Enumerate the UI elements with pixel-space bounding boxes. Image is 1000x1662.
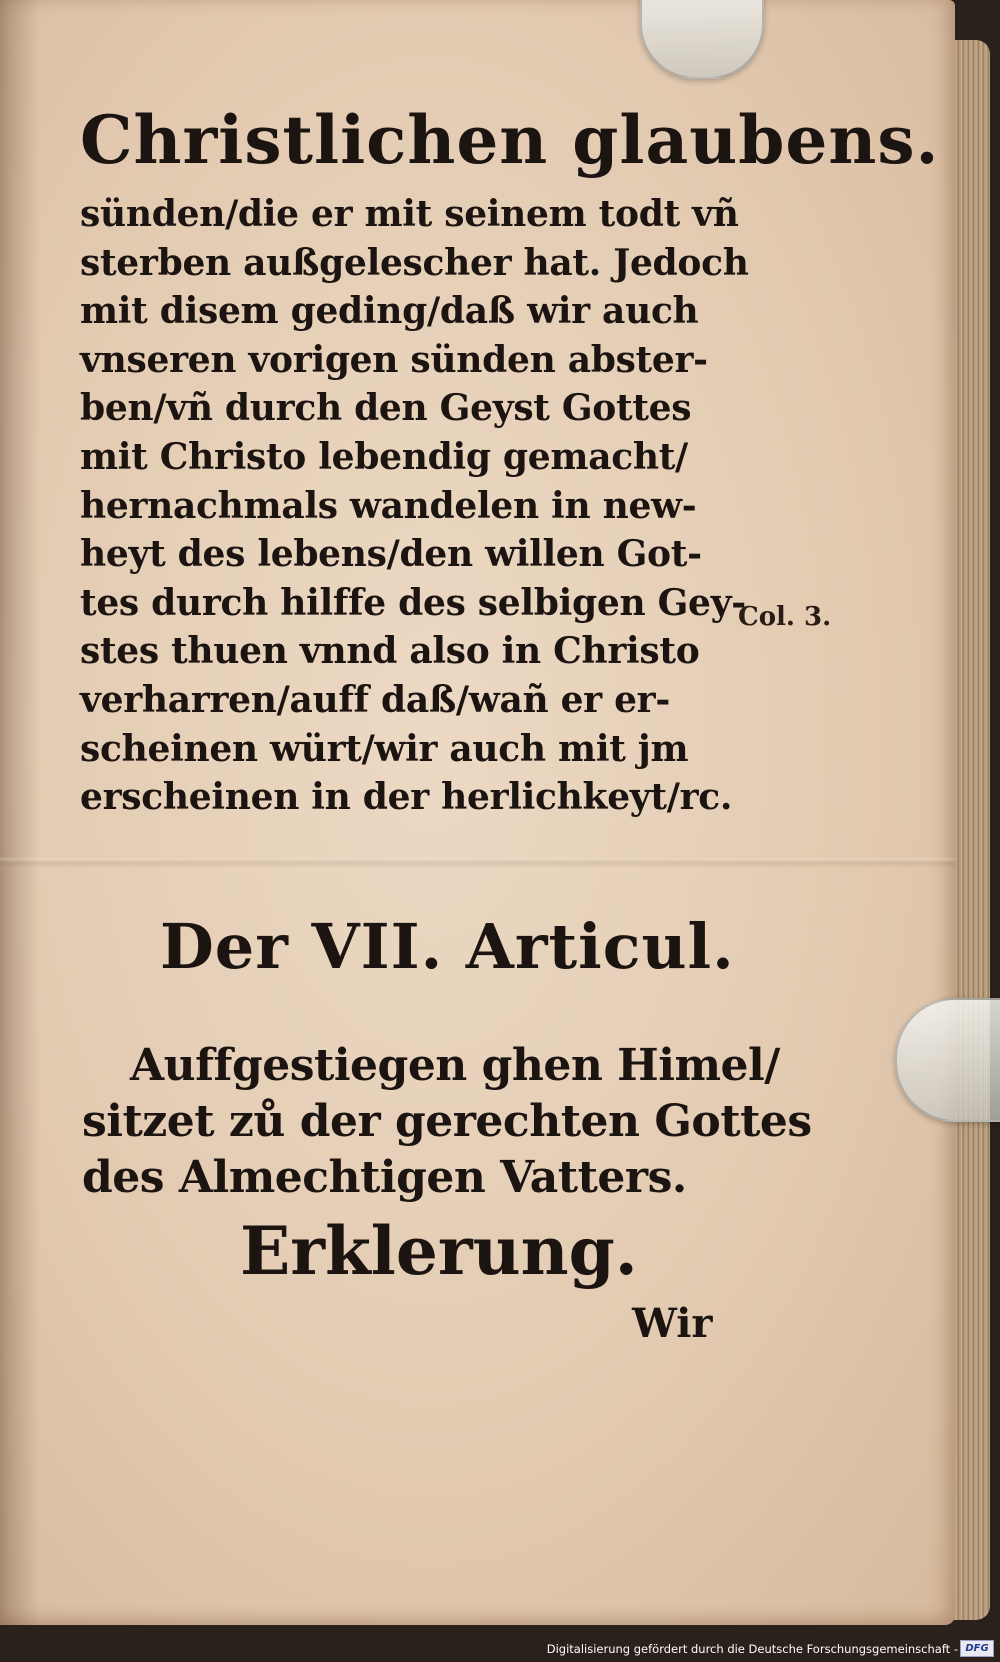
catchword: Wir	[632, 1300, 713, 1347]
text-line: tes durch hilffe des selbigen Gey-	[80, 581, 746, 624]
text-line: sterben außgelescher hat. Jedoch	[80, 241, 749, 284]
article-subheading	[82, 1038, 812, 1206]
text-line: vnseren vorigen sünden abster-	[80, 338, 708, 381]
text-line: heyt des lebens/den willen Got-	[80, 533, 702, 576]
page-crease	[0, 858, 955, 868]
page-clip-side	[895, 998, 1000, 1122]
footer-bar	[0, 1625, 1000, 1662]
subheading-line: Auffgestiegen ghen Himel/	[130, 1040, 780, 1091]
text-line: hernachmals wandelen in new-	[80, 484, 697, 527]
text-line: mit disem geding/daß wir auch	[80, 290, 699, 333]
marginal-note: Col. 3.	[738, 602, 832, 632]
article-title: Der VII. Articul.	[160, 910, 735, 983]
funding-credit: Digitalisierung gefördert durch die Deutsche Forschungsgemeinschaft -	[546, 1642, 958, 1656]
text-line: ben/vñ durch den Geyst Gottes	[80, 387, 692, 430]
subheading-line: des Almechtigen Vatters.	[82, 1152, 687, 1203]
text-line: mit Christo lebendig gemacht/	[80, 435, 688, 478]
gutter-shadow	[0, 0, 40, 1625]
text-line: scheinen würt/wir auch mit jm	[80, 727, 689, 770]
text-line: sünden/die er mit seinem todt vñ	[80, 193, 739, 235]
body-text	[80, 190, 749, 822]
subheading-line: sitzet zů der gerechten Gottes	[82, 1096, 812, 1147]
running-heading: Christlichen glaubens.	[80, 101, 940, 179]
text-line: verharren/auff daß/wañ er er-	[80, 678, 670, 721]
text-line: erscheinen in der herlichkeyt/rc.	[80, 776, 733, 819]
section-label: Erklerung.	[240, 1212, 638, 1290]
text-line: stes thuen vnnd also in Christo	[80, 630, 700, 673]
dfg-logo: DFG	[960, 1640, 994, 1657]
